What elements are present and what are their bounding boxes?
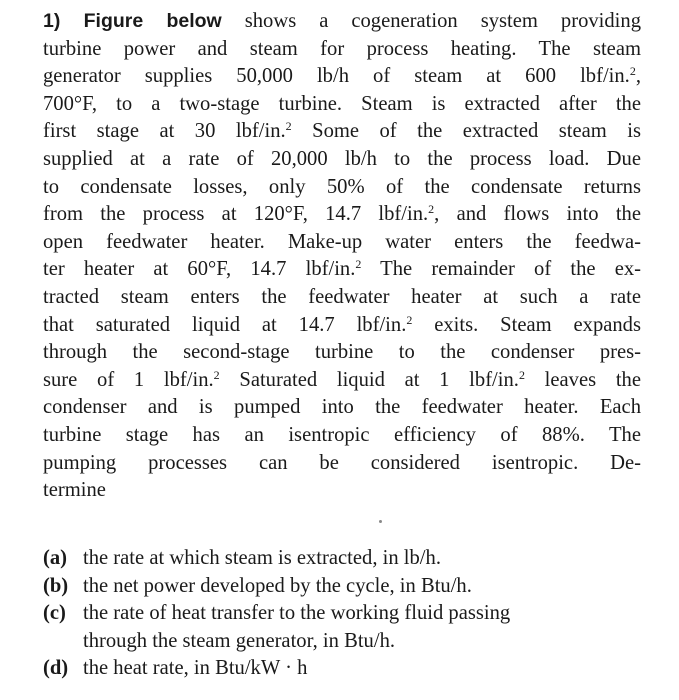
part-text: through the steam generator, in Btu/h.	[83, 629, 396, 652]
problem-line: pumping processes can be considered isentropic. De-	[43, 451, 641, 474]
problem-statement	[43, 8, 641, 505]
problem-line: termine	[43, 479, 106, 502]
part-text: the rate at which steam is extracted, in lb/h.	[83, 547, 441, 569]
part-a	[43, 545, 641, 573]
part-text: the net power developed by the cycle, in Btu/h.	[83, 574, 472, 597]
problem-line: turbine stage has an isentropic efficiency of 88%. The	[43, 423, 641, 446]
problem-line: generator supplies 50,000 lb/h of steam at 600 lbf/in.$^2$,	[43, 64, 641, 88]
part-text: the heat rate, in Btu/kW · h	[83, 657, 308, 680]
part-label: (c)	[43, 602, 66, 625]
problem-line: supplied at a rate of 20,000 lb/h to the process load. Due	[43, 147, 641, 170]
part-label: (a)	[43, 547, 68, 569]
part-c	[43, 600, 641, 655]
part-label: (d)	[43, 657, 69, 680]
question-parts	[43, 545, 641, 683]
problem-line: 1) Figure below shows a cogeneration system providing	[43, 10, 641, 32]
problem-number-heading: 1) Figure below	[43, 10, 222, 32]
problem-line: through the second-stage turbine to the condenser pres-	[43, 341, 641, 364]
part-label: (b)	[43, 574, 69, 597]
part-text: the rate of heat transfer to the working fluid passing	[83, 602, 511, 625]
problem-line: 700°F, to a two-stage turbine. Steam is extracted after the	[43, 92, 641, 115]
problem-line: open feedwater heater. Make-up water enters the feedwa-	[43, 230, 641, 253]
problem-line: condenser and is pumped into the feedwater heater. Each	[43, 396, 641, 419]
problem-line: from the process at 120°F, 14.7 lbf/in.$^2$, and flows into the	[43, 202, 641, 226]
part-b	[43, 573, 641, 601]
part-d	[43, 655, 641, 683]
problem-line: first stage at 30 lbf/in.$^2$ Some of the extracted steam is	[43, 119, 641, 143]
scan-speck	[379, 520, 382, 523]
problem-line: tracted steam enters the feedwater heater at such a rate	[43, 285, 641, 308]
problem-line: that saturated liquid at 14.7 lbf/in.$^2$ exits. Steam expands	[43, 312, 641, 336]
problem-line: to condensate losses, only 50% of the condensate returns	[43, 175, 641, 198]
problem-line: turbine power and steam for process heating. The steam	[43, 37, 641, 60]
problem-line: sure of 1 lbf/in.$^2$ Saturated liquid at 1 lbf/in.$^2$ leaves the	[43, 367, 641, 391]
problem-line: ter heater at 60°F, 14.7 lbf/in.$^2$ The remainder of the ex-	[43, 257, 641, 281]
